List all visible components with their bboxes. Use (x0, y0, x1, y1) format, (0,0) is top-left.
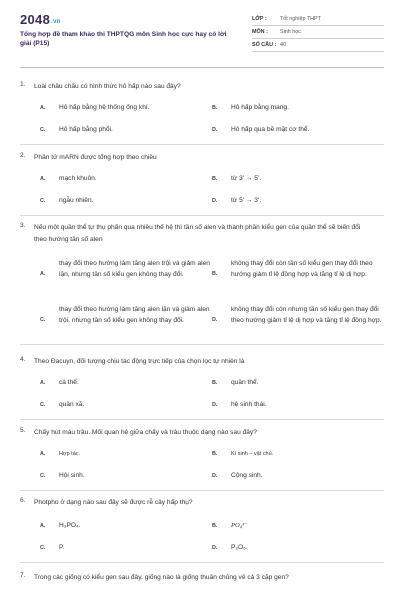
question-stem: Photpho ở dạng nào sau đây sẽ được rễ cây hấp thụ? (34, 499, 193, 506)
question-separator (20, 562, 384, 563)
question-separator (20, 215, 384, 216)
question-6: 6. Photpho ở dạng nào sau đây sẽ được rễ cây hấp thụ? A. H₃PO₄. B. PO₄³⁻ C. P. D. P₂O₅. (20, 497, 384, 557)
meta-value: Tốt nghiệp THPT (280, 16, 321, 22)
question-number: 3. (20, 222, 26, 229)
site-logo[interactable] (20, 12, 61, 27)
meta-label: SỐ CÂU : (252, 42, 277, 48)
question-stem: Loài châu chấu có hình thức hô hấp nào sau đây? (34, 83, 181, 90)
question-separator (20, 490, 384, 491)
meta-value: 40 (280, 42, 286, 48)
question-stem: Trong các giống có kiểu gen sau đây, giống nào là giống thuần chủng về cả 3 cặp gen? (34, 574, 289, 581)
meta-label: MÔN : (252, 29, 268, 35)
document-meta (252, 13, 384, 52)
header-divider (20, 67, 384, 68)
question-3: 3. Nếu một quần thể tự thụ phấn qua nhiều thế hệ thì tần số alen và thành phần kiểu gen của quần thể sẽ biến đổi theo hướng tần số alen A. thay đổi theo hướng làm tăng alen trội và giảm alen lặn, nhưng tần số kiểu gen không thay đổi. B. không thay đổi còn tần số kiểu gen thay đổi theo hướng giảm tỉ lệ đồng hợp và tăng tỉ lệ dị hợp. C. thay đổi theo hướng làm tăng alen lặn và giảm alen trội, nhưng tần số kiểu gen không thay đổi. D. không thay đổi còn nhưng tần số kiểu gen thay đổi theo hướng giảm tỉ lệ dị hợp và tăng tỉ lệ đồng hợp. (20, 222, 384, 347)
meta-value: Sinh học (280, 29, 301, 35)
meta-row-class (252, 13, 384, 26)
question-1: 1. Loài châu chấu có hình thức hô hấp nào sau đây? A. Hô hấp bằng hệ thống ống khí. B. Hô hấp bằng mang. C. Hô hấp bằng phổi. D. Hô hấp qua bề mặt cơ thể. (20, 81, 384, 141)
question-4: 4. Theo Đacuyn, đối tượng chịu tác động trực tiếp của chọn lọc tự nhiên là A. cá thể. B. quần thể. C. quần xã. D. hệ sinh thái. (20, 356, 384, 416)
question-stem: Phân tử mARN được tổng hợp theo chiều (34, 154, 157, 161)
question-stem: Chấy hút máu trâu. Mối quan hệ giữa chấy và trâu thuộc dạng nào sau đây? (34, 429, 257, 436)
question-stem: Theo Đacuyn, đối tượng chịu tác động trực tiếp của chọn lọc tự nhiên là (34, 358, 245, 365)
question-number: 4. (20, 356, 26, 363)
meta-row-count (252, 39, 384, 52)
logo-domain: .vn (51, 19, 61, 25)
document-header (0, 0, 400, 64)
question-separator (20, 419, 384, 420)
question-number: 1. (20, 81, 26, 88)
question-separator (20, 144, 384, 145)
question-7 (20, 572, 384, 600)
question-separator (20, 344, 384, 345)
question-number: 7. (20, 572, 26, 579)
question-stem: Nếu một quần thể tự thụ phấn qua nhiều thế hệ thì tần số alen và thành phần kiểu gen của quần thể sẽ biến đổi theo hướng tần số alen (34, 224, 361, 243)
document-title: Tổng hợp đề tham khảo thi THPTQG môn Sinh học cực hay có lời giải (P15) (20, 31, 227, 47)
question-number: 2. (20, 152, 26, 159)
logo-text: 2048 (20, 12, 51, 27)
meta-row-subject (252, 26, 384, 39)
question-number: 6. (20, 497, 26, 504)
question-5: 5. Chấy hút máu trâu. Mối quan hệ giữa chấy và trâu thuộc dạng nào sau đây? A. Hợp tác. B. Kí sinh – vật chủ. C. Hội sinh. D. Cộng sinh. (20, 427, 384, 487)
question-number: 5. (20, 427, 26, 434)
meta-label: LỚP : (252, 16, 267, 22)
question-2: 2. Phân tử mARN được tổng hợp theo chiều A. mạch khuôn. B. từ 3’ → 5’. C. ngẫu nhiên. D. từ 5’ → 3’. (20, 152, 384, 212)
